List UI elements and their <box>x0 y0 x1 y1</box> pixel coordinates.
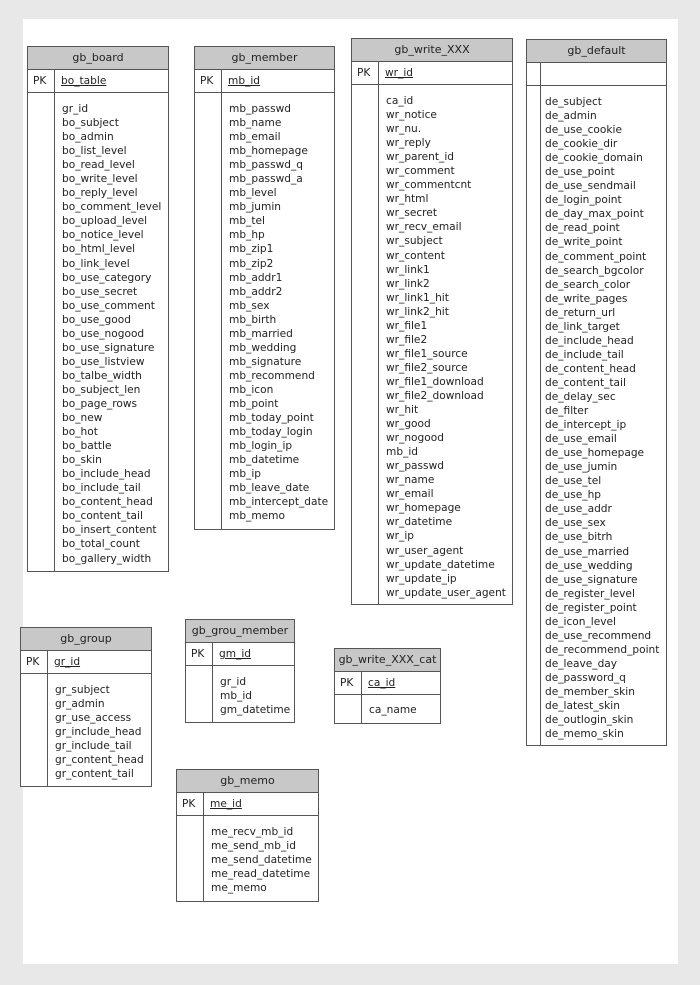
field-name: mb_hp <box>229 229 265 242</box>
field-name: bo_insert_content <box>62 524 157 537</box>
primary-key-row <box>352 62 512 85</box>
field-name: de_login_point <box>545 194 622 207</box>
field-name: wr_name <box>386 474 435 487</box>
field-name: de_use_homepage <box>545 447 645 460</box>
field-name: wr_passwd <box>386 460 444 473</box>
field-name: wr_datetime <box>386 516 453 529</box>
field-name: mb_email <box>229 131 281 144</box>
fields-body <box>335 695 440 723</box>
field-name: bo_subject_len <box>62 383 141 396</box>
field-name: mb_tel <box>229 215 265 228</box>
field-name: bo_include_tail <box>62 482 141 495</box>
field-name: mb_point <box>229 397 279 410</box>
pk-label: PK <box>195 70 222 92</box>
field-name: de_register_level <box>545 587 635 600</box>
field-list <box>229 102 328 523</box>
fields-gutter <box>352 85 379 604</box>
field-name: de_use_signature <box>545 573 638 586</box>
pk-label: PK <box>352 62 379 84</box>
fields-gutter <box>527 86 541 745</box>
table-title: gb_memo <box>177 770 318 793</box>
field-name: de_cookie_dir <box>545 138 618 151</box>
field-name: gr_admin <box>55 698 105 711</box>
field-name: mb_datetime <box>229 454 300 467</box>
field-name: wr_secret <box>386 207 437 220</box>
field-name: bo_content_tail <box>62 510 143 523</box>
field-name: bo_use_category <box>62 271 152 284</box>
table-title: gb_write_XXX_cat <box>335 649 440 672</box>
field-name: wr_subject <box>386 235 443 248</box>
table-title: gb_default <box>527 40 666 63</box>
field-name: de_use_jumin <box>545 461 618 474</box>
pk-field: mb_id <box>228 75 261 87</box>
field-name: gr_id <box>220 676 247 688</box>
field-name: mb_sex <box>229 299 270 312</box>
pk-label: PK <box>28 70 55 92</box>
field-name: wr_update_user_agent <box>386 586 506 599</box>
field-name: bo_skin <box>62 454 102 467</box>
field-name: de_write_pages <box>545 292 628 305</box>
field-name: wr_hit <box>386 404 419 417</box>
field-name: de_day_max_point <box>545 208 644 221</box>
field-name: mb_wedding <box>229 341 297 354</box>
field-name: gr_subject <box>55 684 110 696</box>
field-name: gr_use_access <box>55 712 132 725</box>
table-gb-default <box>526 39 667 746</box>
field-name: wr_good <box>386 418 431 431</box>
field-name: de_use_wedding <box>545 559 633 572</box>
field-name: bo_use_comment <box>62 299 155 312</box>
field-name: wr_content <box>386 249 445 262</box>
field-name: wr_commentcnt <box>386 179 472 192</box>
primary-key-row <box>21 651 151 674</box>
field-name: wr_update_datetime <box>386 558 495 571</box>
field-name: de_content_head <box>545 362 636 375</box>
pk-label: PK <box>186 643 213 665</box>
pk-label: PK <box>21 651 48 673</box>
field-name: de_write_point <box>545 236 623 249</box>
field-name: de_use_sendmail <box>545 180 636 193</box>
field-name: de_link_target <box>545 320 620 333</box>
field-name: mb_jumin <box>229 201 281 214</box>
field-name: bo_page_rows <box>62 397 138 410</box>
field-name: wr_update_ip <box>386 572 457 585</box>
field-name: de_memo_skin <box>545 728 624 741</box>
field-name: de_password_q <box>545 671 626 684</box>
fields-gutter <box>21 674 48 786</box>
field-name: ca_id <box>386 95 414 107</box>
fields-gutter <box>28 93 55 571</box>
fields-gutter <box>335 695 362 723</box>
field-name: bo_use_listview <box>62 355 145 368</box>
field-name: wr_file2_source <box>386 361 468 374</box>
fields-body <box>352 85 512 604</box>
field-name: wr_ip <box>386 530 414 543</box>
table-gb-group <box>20 627 152 787</box>
field-name: bo_use_signature <box>62 341 155 354</box>
field-name: de_comment_point <box>545 250 647 263</box>
table-title: gb_member <box>195 47 334 70</box>
table-gb-write-xxx-cat <box>334 648 441 724</box>
field-name: mb_zip2 <box>229 257 274 270</box>
field-name: wr_comment <box>386 165 455 178</box>
field-name: mb_icon <box>229 383 274 396</box>
field-name: wr_recv_email <box>386 221 462 234</box>
fields-body <box>195 93 334 529</box>
pk-label: PK <box>177 793 204 815</box>
fields-body <box>21 674 151 786</box>
field-name: mb_today_login <box>229 426 313 439</box>
field-name: de_member_skin <box>545 685 635 698</box>
pk-field: bo_table <box>61 75 107 87</box>
field-list <box>211 825 312 895</box>
field-name: gr_content_head <box>55 754 144 767</box>
field-name: bo_hot <box>62 426 98 439</box>
field-name: de_use_recommend <box>545 629 652 642</box>
field-name: mb_name <box>229 117 282 130</box>
field-name: mb_today_point <box>229 412 314 425</box>
field-name: me_recv_mb_id <box>211 826 294 838</box>
primary-key-row <box>335 672 440 695</box>
field-name: bo_total_count <box>62 538 140 551</box>
field-name: wr_nu. <box>386 123 422 136</box>
field-name: bo_use_nogood <box>62 327 145 340</box>
field-name: de_return_url <box>545 306 616 319</box>
primary-key-row <box>177 793 318 816</box>
field-name: bo_content_head <box>62 496 153 509</box>
field-name: wr_link1_hit <box>386 291 449 304</box>
field-name: bo_use_secret <box>62 285 138 298</box>
pk-field: me_id <box>210 798 242 810</box>
field-name: bo_reply_level <box>62 187 138 200</box>
field-name: wr_homepage <box>386 502 461 515</box>
table-gb-write-xxx <box>351 38 513 605</box>
field-list <box>220 675 290 717</box>
field-name: bo_include_head <box>62 468 151 481</box>
field-name: wr_file1_download <box>386 375 484 388</box>
field-name: bo_subject <box>62 117 119 130</box>
field-list <box>369 703 417 717</box>
field-name: wr_notice <box>386 109 437 122</box>
pk-field: wr_id <box>385 67 413 79</box>
field-name: bo_gallery_width <box>62 552 152 565</box>
field-name: de_leave_day <box>545 657 618 670</box>
field-name: gr_include_head <box>55 726 142 739</box>
fields-gutter <box>186 666 213 722</box>
field-name: de_use_addr <box>545 503 612 516</box>
field-name: wr_link2_hit <box>386 305 449 318</box>
field-name: wr_file2_download <box>386 389 484 402</box>
field-name: wr_user_agent <box>386 544 464 557</box>
field-name: de_filter <box>545 405 589 418</box>
field-name: de_intercept_ip <box>545 419 627 432</box>
field-name: mb_birth <box>229 313 277 326</box>
field-name: bo_upload_level <box>62 215 148 228</box>
field-name: mb_memo <box>229 510 285 523</box>
primary-key-row <box>195 70 334 93</box>
field-name: de_include_tail <box>545 348 624 361</box>
field-name: de_use_point <box>545 166 615 179</box>
field-name: me_memo <box>211 882 267 895</box>
field-name: mb_addr2 <box>229 285 283 298</box>
pk-field: gm_id <box>219 648 252 660</box>
field-list <box>62 102 161 566</box>
field-name: de_search_bgcolor <box>545 264 644 277</box>
field-name: bo_link_level <box>62 257 130 270</box>
field-name: mb_level <box>229 187 277 200</box>
field-name: de_use_email <box>545 433 617 446</box>
pk-label: PK <box>335 672 362 694</box>
field-name: mb_addr1 <box>229 271 283 284</box>
field-name: bo_battle <box>62 440 112 453</box>
field-name: de_use_bitrh <box>545 531 613 544</box>
primary-key-row <box>527 63 666 86</box>
field-name: mb_homepage <box>229 145 308 158</box>
field-name: mb_passwd_q <box>229 159 304 172</box>
field-name: bo_html_level <box>62 243 136 256</box>
field-list <box>545 95 659 741</box>
primary-key-row <box>28 70 168 93</box>
field-name: wr_email <box>386 488 434 501</box>
field-name: mb_login_ip <box>229 440 293 453</box>
field-name: wr_link1 <box>386 263 430 276</box>
field-name: de_admin <box>545 110 597 123</box>
field-name: bo_new <box>62 412 103 425</box>
field-name: gr_id <box>62 103 89 115</box>
fields-body <box>28 93 168 571</box>
field-name: bo_notice_level <box>62 229 144 242</box>
field-name: me_send_datetime <box>211 854 312 867</box>
field-name: gm_datetime <box>220 704 291 717</box>
field-name: bo_read_level <box>62 159 135 172</box>
field-name: mb_passwd <box>229 103 291 115</box>
field-name: me_send_mb_id <box>211 840 296 853</box>
field-name: de_latest_skin <box>545 700 620 713</box>
field-name: bo_admin <box>62 131 114 144</box>
field-name: de_outlogin_skin <box>545 714 634 727</box>
field-name: wr_file2 <box>386 333 428 346</box>
field-name: mb_passwd_a <box>229 173 303 186</box>
table-gb-memo <box>176 769 319 902</box>
table-title: gb_write_XXX <box>352 39 512 62</box>
field-name: de_delay_sec <box>545 390 616 403</box>
field-name: bo_comment_level <box>62 201 162 214</box>
table-gb-grou-member <box>185 619 295 723</box>
field-name: de_subject <box>545 96 602 108</box>
field-name: wr_file1_source <box>386 347 468 360</box>
field-name: mb_ip <box>229 468 262 481</box>
field-list <box>55 683 144 781</box>
field-name: mb_intercept_date <box>229 496 329 509</box>
field-name: de_recommend_point <box>545 643 660 656</box>
field-name: mb_id <box>220 690 253 703</box>
field-name: bo_talbe_width <box>62 369 142 382</box>
field-name: mb_zip1 <box>229 243 274 256</box>
field-name: de_cookie_domain <box>545 152 643 165</box>
fields-gutter <box>195 93 222 529</box>
field-name: me_read_datetime <box>211 868 311 881</box>
field-name: mb_married <box>229 327 293 340</box>
table-gb-member <box>194 46 335 530</box>
field-name: de_use_sex <box>545 517 606 530</box>
fields-body <box>177 816 318 901</box>
field-name: de_icon_level <box>545 615 616 628</box>
field-name: de_search_color <box>545 278 631 291</box>
field-name: wr_file1 <box>386 319 428 332</box>
field-name: de_use_married <box>545 545 630 558</box>
pk-field: ca_id <box>368 677 396 689</box>
field-name: bo_write_level <box>62 173 138 186</box>
fields-body <box>186 666 294 722</box>
field-name: de_read_point <box>545 222 620 235</box>
field-name: wr_nogood <box>386 432 444 445</box>
field-name: de_use_tel <box>545 475 602 488</box>
field-name: gr_include_tail <box>55 740 132 753</box>
field-name: mb_id <box>386 446 419 459</box>
table-title: gb_grou_member <box>186 620 294 643</box>
table-title: gb_group <box>21 628 151 651</box>
field-name: de_use_hp <box>545 489 602 502</box>
field-name: wr_parent_id <box>386 151 455 164</box>
field-name: de_content_tail <box>545 376 626 389</box>
fields-body <box>527 86 666 745</box>
field-name: bo_list_level <box>62 145 127 158</box>
field-name: wr_link2 <box>386 277 430 290</box>
field-name: de_register_point <box>545 601 637 614</box>
field-name: bo_use_good <box>62 313 131 326</box>
pk-field: gr_id <box>54 656 81 668</box>
field-list <box>386 94 506 600</box>
table-gb-board <box>27 46 169 572</box>
primary-key-row <box>186 643 294 666</box>
field-name: mb_recommend <box>229 369 315 382</box>
field-name: mb_leave_date <box>229 482 310 495</box>
fields-gutter <box>177 816 204 901</box>
field-name: ca_name <box>369 704 417 716</box>
field-name: wr_reply <box>386 137 431 150</box>
field-name: de_include_head <box>545 334 634 347</box>
field-name: mb_signature <box>229 355 302 368</box>
field-name: gr_content_tail <box>55 768 134 781</box>
field-name: de_use_cookie <box>545 124 622 137</box>
table-title: gb_board <box>28 47 168 70</box>
field-name: wr_html <box>386 193 429 206</box>
pk-label <box>527 63 541 85</box>
